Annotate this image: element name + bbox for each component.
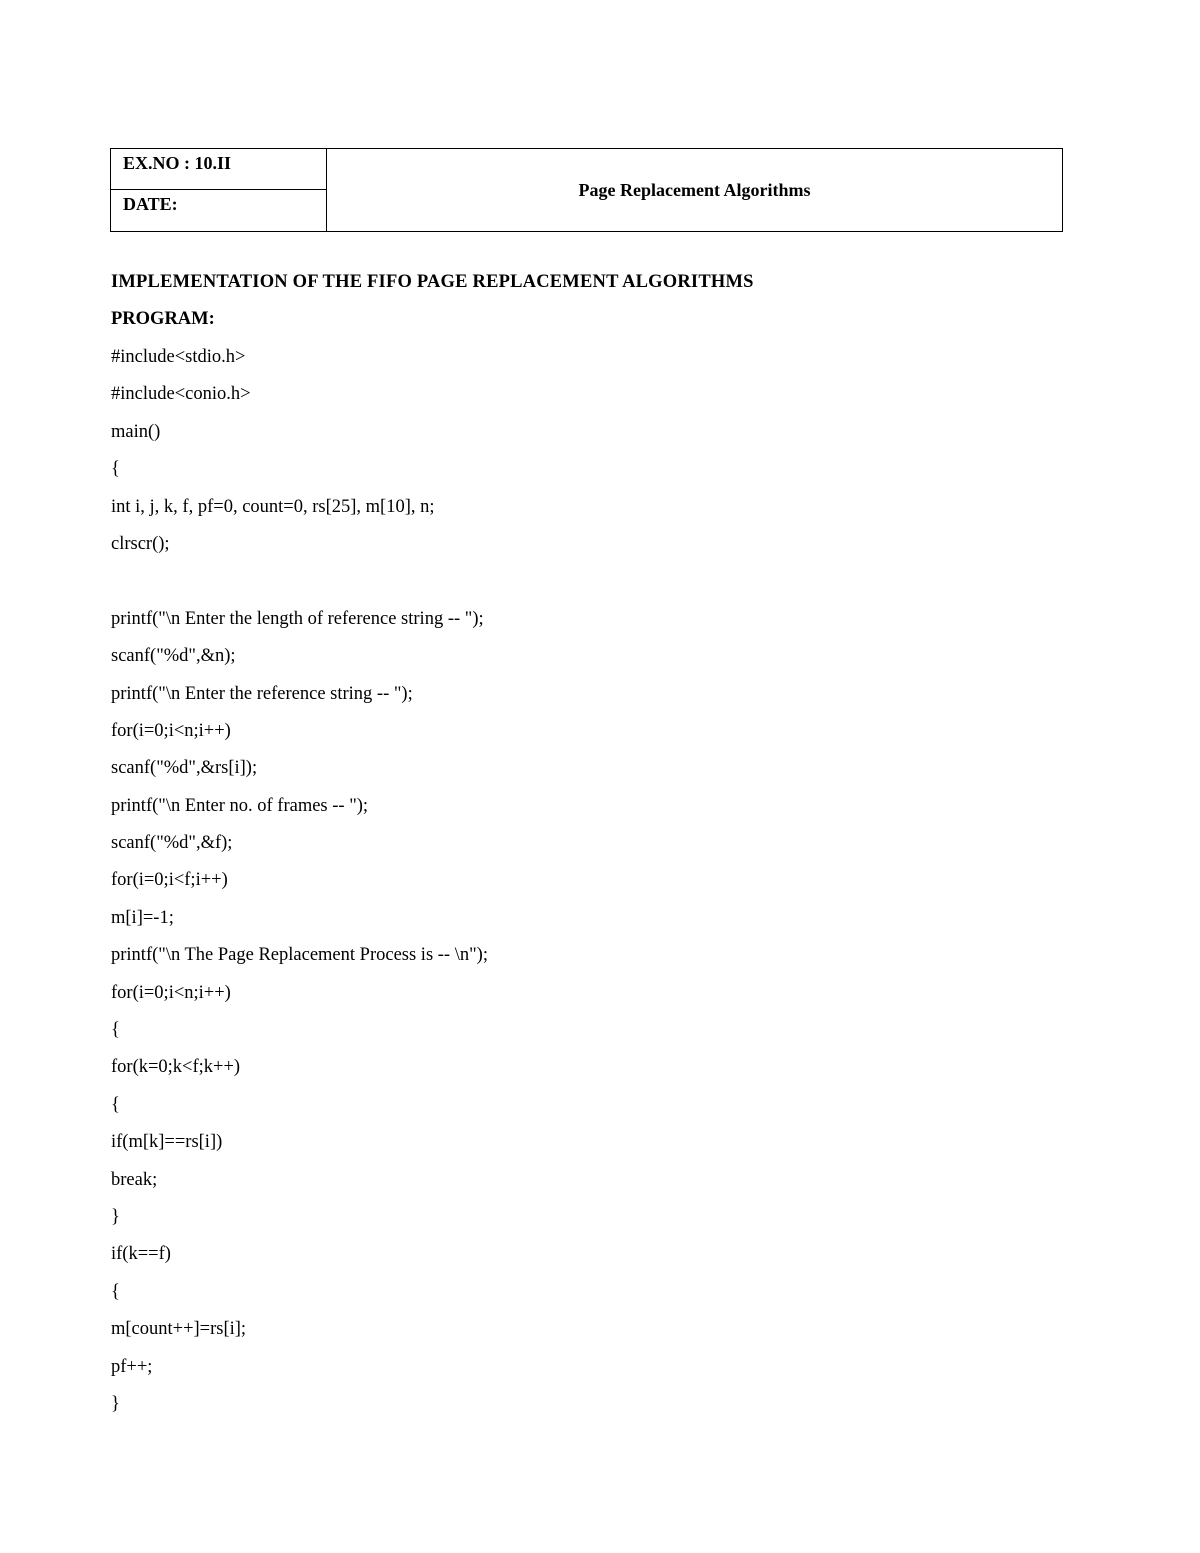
code-line: printf("\n Enter no. of frames -- "); [111, 795, 369, 816]
code-line: if(m[k]==rs[i]) [111, 1132, 223, 1153]
code-line: int i, j, k, f, pf=0, count=0, rs[25], m[10], n; [111, 496, 435, 517]
code-line: break; [111, 1169, 158, 1190]
code-line: for(k=0;k<f;k++) [111, 1057, 241, 1078]
code-line: if(k==f) [111, 1244, 171, 1265]
code-line: scanf("%d",&n); [111, 646, 236, 667]
document-title: Page Replacement Algorithms [578, 179, 811, 200]
code-line: pf++; [111, 1356, 153, 1377]
code-line: for(i=0;i<n;i++) [111, 720, 231, 741]
code-line: m[i]=-1; [111, 907, 174, 928]
exercise-number: EX.NO : 10.II [111, 149, 326, 190]
code-listing [111, 345, 1061, 1429]
section-title: IMPLEMENTATION OF THE FIFO PAGE REPLACEMENT ALGORITHMS [111, 272, 754, 292]
code-line: main() [111, 421, 161, 442]
code-line: scanf("%d",&rs[i]); [111, 758, 258, 779]
program-label: PROGRAM: [111, 309, 215, 329]
code-line: { [111, 1020, 120, 1041]
code-line: clrscr(); [111, 533, 170, 554]
code-line: for(i=0;i<f;i++) [111, 870, 228, 891]
code-line: printf("\n Enter the reference string -- "); [111, 683, 413, 704]
code-line: { [111, 1281, 120, 1302]
header-table [110, 148, 1063, 232]
code-line: printf("\n Enter the length of reference string -- "); [111, 608, 484, 629]
code-line: { [111, 1094, 120, 1115]
code-line: #include<stdio.h> [111, 347, 246, 367]
header-left-column [111, 149, 327, 231]
date-field: DATE: [123, 194, 178, 214]
code-line: } [111, 1206, 120, 1227]
code-line: m[count++]=rs[i]; [111, 1319, 247, 1340]
code-line: } [111, 1393, 120, 1414]
code-line: scanf("%d",&f); [111, 833, 233, 854]
code-line: for(i=0;i<n;i++) [111, 982, 231, 1003]
code-line: printf("\n The Page Replacement Process is -- \n"); [111, 945, 488, 966]
code-line: { [111, 459, 120, 480]
code-line-blank [111, 569, 1061, 606]
code-line: #include<conio.h> [111, 384, 251, 405]
